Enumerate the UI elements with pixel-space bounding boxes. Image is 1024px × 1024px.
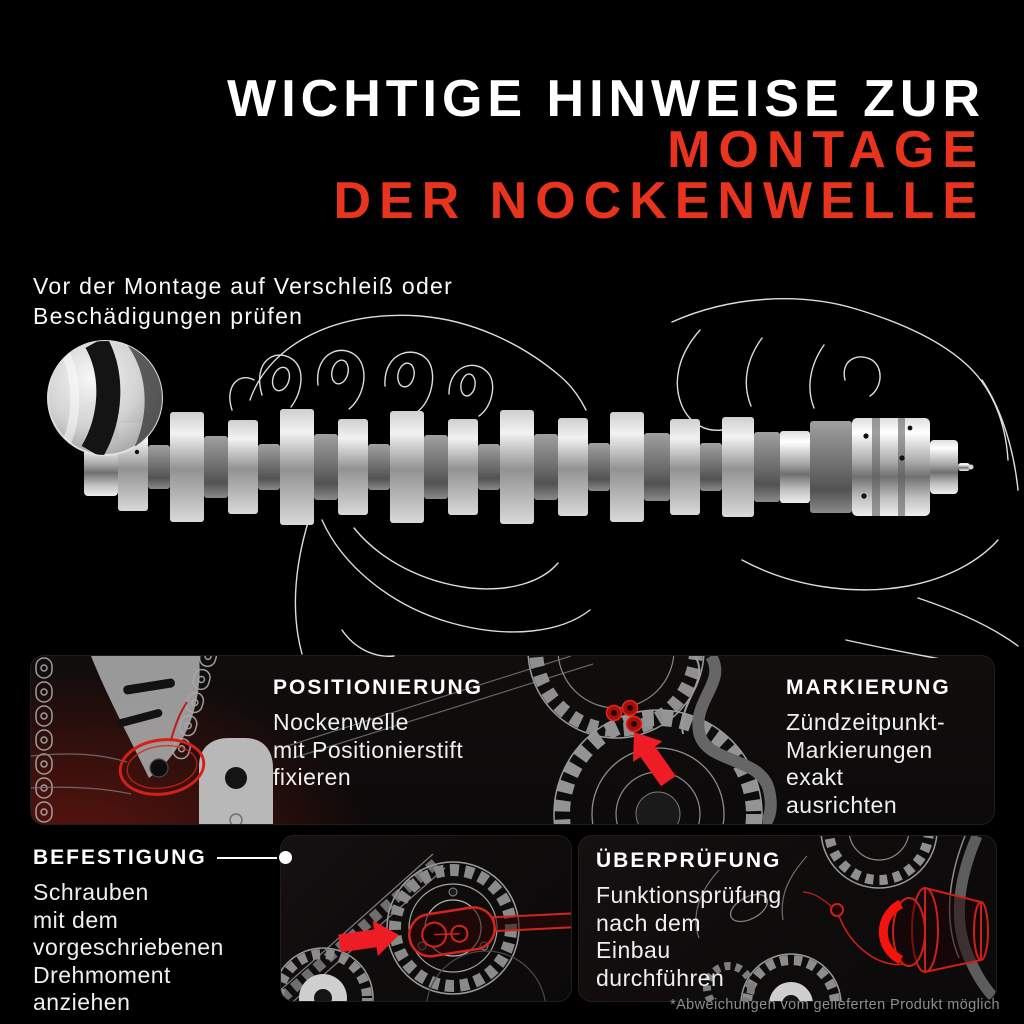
title-line-3: DER NOCKENWELLE bbox=[333, 172, 985, 230]
befestigung-body: Schrauben mit dem vorgeschriebenen Drehmoment anziehen bbox=[33, 879, 224, 1015]
callout-leader-line bbox=[217, 857, 277, 859]
befestigung-callout bbox=[33, 846, 224, 1017]
ueberpruefung-heading: ÜBERPRÜFUNG bbox=[596, 849, 782, 872]
subtitle-line-2: Beschädigungen prüfen bbox=[33, 303, 304, 329]
bearing-bracket-art bbox=[199, 738, 273, 824]
befestigung-heading: BEFESTIGUNG bbox=[33, 846, 207, 869]
ueberpruefung-callout bbox=[596, 849, 782, 992]
markierung-callout bbox=[786, 676, 951, 819]
top-gear-art bbox=[821, 836, 937, 888]
camshaft bbox=[84, 409, 974, 525]
cam-sensor-icon bbox=[803, 888, 988, 972]
title-line-2: MONTAGE bbox=[667, 121, 985, 179]
panel-befestigung-art bbox=[280, 835, 572, 1002]
markierung-heading: MARKIERUNG bbox=[786, 676, 951, 699]
disclaimer-footnote: *Abweichungen vom gelieferten Produkt möglich bbox=[670, 997, 1000, 1013]
subtitle bbox=[33, 271, 453, 331]
panel-positionierung-markierung bbox=[30, 655, 995, 825]
title-line-1: WICHTIGE HINWEISE ZUR bbox=[227, 70, 985, 128]
ueberpruefung-body: Funktionsprüfung nach dem Einbau durchführen bbox=[596, 882, 782, 991]
panel-ueberpruefung bbox=[578, 835, 997, 1002]
cam-lobe-magnifier-icon bbox=[48, 341, 168, 455]
torque-wrench-art bbox=[281, 836, 571, 1001]
page-title bbox=[227, 70, 985, 230]
markierung-body: Zündzeitpunkt- Markierungen exakt ausrichten bbox=[786, 709, 946, 818]
subtitle-line-1: Vor der Montage auf Verschleiß oder bbox=[33, 273, 454, 299]
positionierung-callout bbox=[273, 676, 483, 792]
positionierung-heading: POSITIONIERUNG bbox=[273, 676, 484, 699]
positionierung-body: Nockenwelle mit Positionierstift fixieren bbox=[273, 709, 464, 790]
callout-dot-icon bbox=[279, 851, 292, 864]
small-gear-art bbox=[281, 948, 373, 1001]
